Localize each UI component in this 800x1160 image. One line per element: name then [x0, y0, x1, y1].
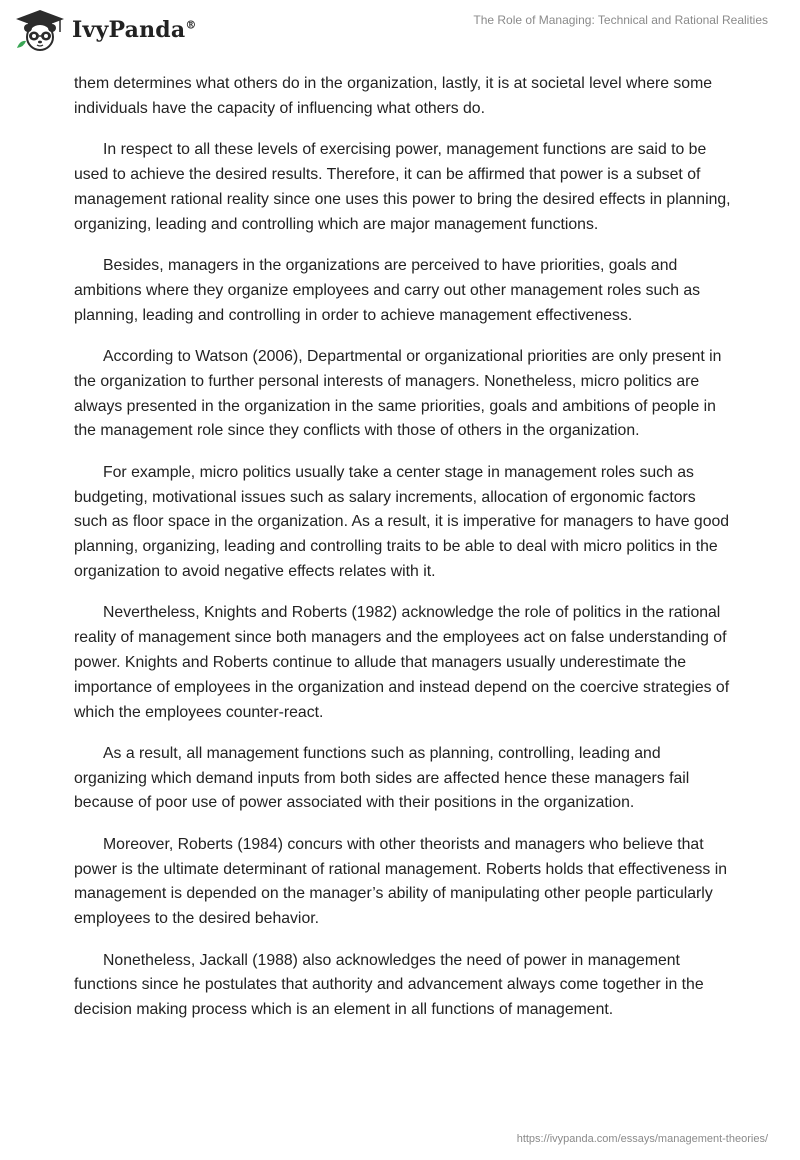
paragraph: According to Watson (2006), Departmental or organizational priorities are only present in the organization to further personal interests of managers. Nonetheless, micro politics are always presented in the organization in the same priorities, goals and ambitions of people in the management role since they conflicts with those of others in the organization. — [74, 347, 722, 440]
paragraph: them determines what others do in the organization, lastly, it is at societal level where some individuals have the capacity of influencing what others do. — [74, 75, 713, 117]
paragraph: Nevertheless, Knights and Roberts (1982) acknowledge the role of politics in the rational reality of management since both managers and the employees act on false understanding of power. Knights and Roberts continue to allude that managers usually underestimate the importance of employees in the organization and instead depend on the coercive strategies of which the employees counter-react. — [74, 604, 730, 721]
essay-body — [74, 72, 732, 1040]
source-url[interactable]: https://ivypanda.com/essays/management-theories/ — [516, 1133, 768, 1145]
brand-name: IvyPanda® — [72, 17, 197, 43]
paragraph: As a result, all management functions such as planning, controlling, leading and organizing which demand inputs from both sides are affected hence these managers fail because of poor use of power associated with their positions in the organization. — [74, 744, 690, 812]
brand-logo[interactable] — [14, 8, 197, 52]
page-header — [0, 0, 800, 70]
document-title: The Role of Managing: Technical and Rational Realities — [473, 13, 768, 27]
panda-graduate-icon — [14, 8, 66, 52]
paragraph: Nonetheless, Jackall (1988) also acknowledges the need of power in management functions since he postulates that authority and advancement always come together in the decision making process which is an element in all functions of management. — [74, 951, 704, 1019]
paragraph: For example, micro politics usually take a center stage in management roles such as budgeting, motivational issues such as salary increments, allocation of ergonomic factors such as floor space in the organization. As a result, it is imperative for managers to have good planning, organizing, leading and controlling traits to be able to deal with micro politics in the organization to avoid negative effects relates with it. — [74, 463, 730, 580]
paragraph: Besides, managers in the organizations are perceived to have priorities, goals and ambitions where they organize employees and carry out other management roles such as planning, leading and controlling in order to achieve management effectiveness. — [74, 256, 701, 324]
paragraph: Moreover, Roberts (1984) concurs with other theorists and managers who believe that power is the ultimate determinant of rational management. Roberts holds that effectiveness in management is depended on the manager’s ability of manipulating other people particularly employees to the desired behavior. — [74, 835, 728, 928]
paragraph: In respect to all these levels of exercising power, management functions are said to be used to achieve the desired results. Therefore, it can be affirmed that power is a subset of management rational reality since one uses this power to bring the desired effects in planning, organizing, leading and controlling which are major management functions. — [74, 141, 731, 233]
